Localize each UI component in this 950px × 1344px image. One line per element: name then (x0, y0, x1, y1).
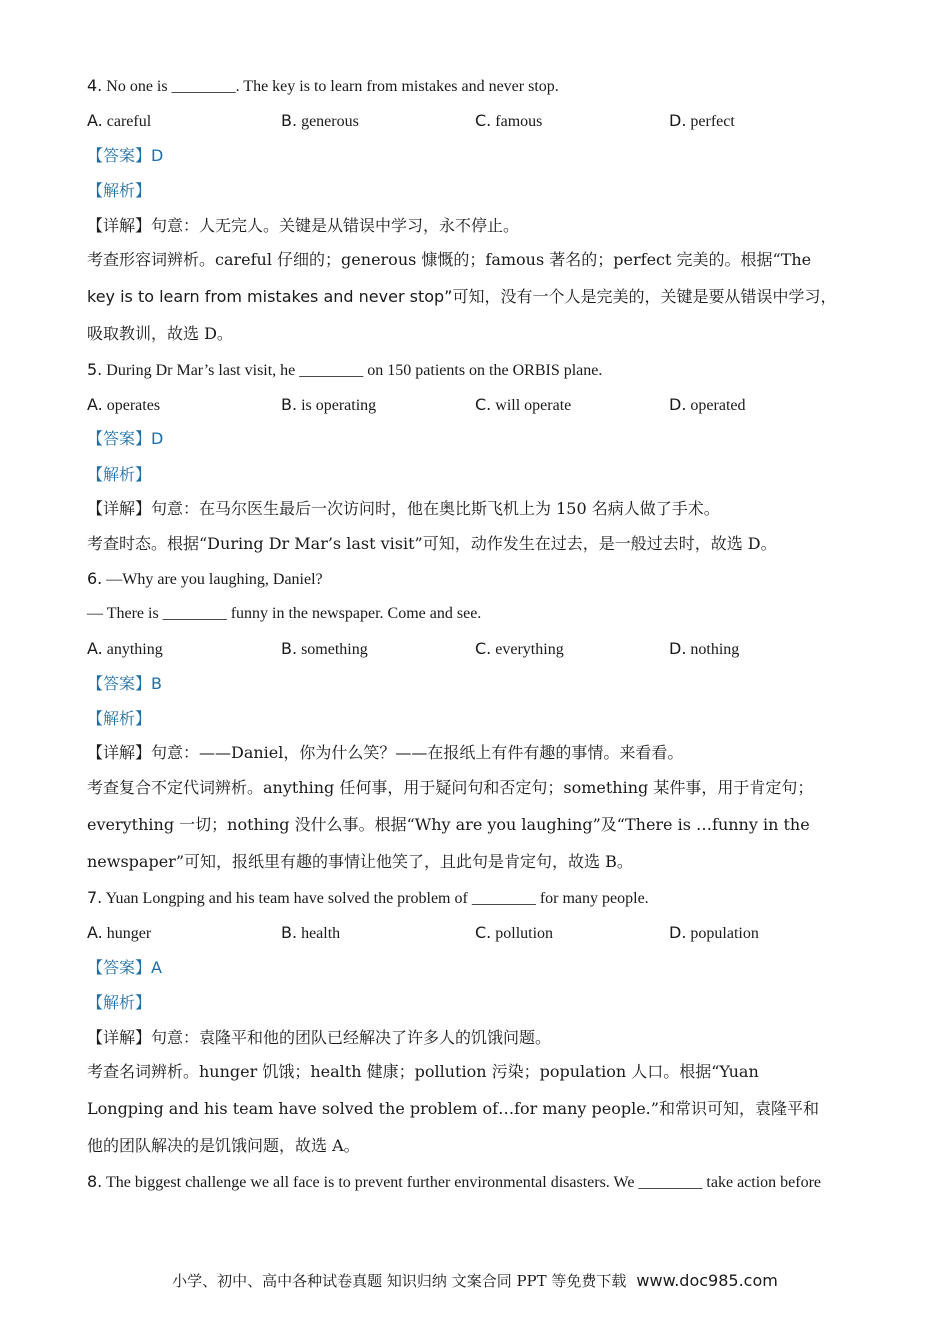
option-b: B. generous (281, 111, 359, 130)
question-5-stem: 5. During Dr Mar’s last visit, he ________ on 150 patients on the ORBIS plane. (87, 360, 603, 379)
explanation-line: 考查复合不定代词辨析。anything 任何事，用于疑问句和否定句；something 某件事，用于肯定句； (87, 778, 814, 797)
explanation-line: 考查形容词辨析。careful 仔细的；generous 慷慨的；famous 著名的；perfect 完美的。根据“The (87, 250, 812, 269)
explanation-line: everything 一切；nothing 没什么事。根据“Why are you laughing”及“There is …funny in the (87, 815, 810, 834)
option-c: C. everything (475, 639, 564, 658)
question-text: No one is ________. The key is to learn from mistakes and never stop. (102, 78, 559, 95)
option-a: A. anything (87, 639, 163, 658)
detail-text: 【详解】句意：在马尔医生最后一次访问时，他在奥比斯飞机上为 150 名病人做了手术。 (87, 499, 720, 518)
option-a: A. hunger (87, 923, 152, 942)
option-c: C. pollution (475, 923, 554, 942)
analysis-label: 【解析】 (87, 181, 152, 200)
explanation-line: 吸取教训，故选 D。 (87, 324, 233, 343)
answer-value: B (151, 674, 162, 693)
option-d: D. population (669, 923, 759, 942)
option-d: D. perfect (669, 111, 735, 130)
answer-value: D (151, 146, 164, 165)
explanation-line: 他的团队解决的是饥饿问题，故选 A。 (87, 1136, 360, 1155)
option-c: C. famous (475, 111, 543, 130)
answer-value: A (151, 958, 162, 977)
option-d: D. operated (669, 395, 746, 414)
question-7-stem: 7. Yuan Longping and his team have solved the problem of ________ for many people. (87, 888, 649, 907)
option-a: A. careful (87, 111, 152, 130)
page-footer (0, 1270, 950, 1291)
answer-value: D (151, 429, 164, 448)
option-d: D. nothing (669, 639, 740, 658)
analysis-label: 【解析】 (87, 709, 152, 728)
explanation-line: key is to learn from mistakes and never stop”可知，没有一个人是完美的，关键是要从错误中学习， (87, 287, 837, 306)
option-b: B. health (281, 923, 341, 942)
explanation-line: Longping and his team have solved the problem of…for many people.”和常识可知，袁隆平和 (87, 1099, 819, 1118)
explanation-line: 考查名词辨析。hunger 饥饿；health 健康；pollution 污染；population 人口。根据“Yuan (87, 1062, 759, 1081)
analysis-label: 【解析】 (87, 465, 152, 484)
detail-text: 【详解】句意：人无完人。关键是从错误中学习，永不停止。 (87, 216, 520, 235)
answer-line: 【答案】D (87, 429, 164, 448)
answer-line: 【答案】D (87, 146, 164, 165)
question-number: 4. (87, 76, 103, 95)
explanation-line: 考查时态。根据“During Dr Mar’s last visit”可知，动作发生在过去，是一般过去时，故选 D。 (87, 534, 777, 553)
question-6-reply: — There is ________ funny in the newspaper. Come and see. (87, 605, 482, 622)
question-4-stem (87, 76, 559, 97)
footer-text: 小学、初中、高中各种试卷真题 知识归纳 文案合同 PPT 等免费下载 (172, 1272, 627, 1290)
explanation-line: newspaper”可知，报纸里有趣的事情让他笑了，且此句是肯定句，故选 B。 (87, 852, 633, 871)
question-8-stem: 8. The biggest challenge we all face is to prevent further environmental disasters. We ________ take action before (87, 1172, 822, 1191)
answer-line: 【答案】B (87, 674, 162, 693)
question-6-stem: 6. —Why are you laughing, Daniel? (87, 569, 323, 588)
option-b: B. something (281, 639, 368, 658)
detail-text: 【详解】句意：——Daniel，你为什么笑？——在报纸上有件有趣的事情。来看看。 (87, 743, 684, 762)
detail-text: 【详解】句意：袁隆平和他的团队已经解决了许多人的饥饿问题。 (87, 1028, 552, 1047)
answer-line: 【答案】A (87, 958, 162, 977)
option-a: A. operates (87, 395, 161, 414)
analysis-label: 【解析】 (87, 993, 152, 1012)
footer-link[interactable]: www.doc985.com (636, 1271, 778, 1290)
option-b: B. is operating (281, 395, 377, 414)
option-c: C. will operate (475, 395, 572, 414)
